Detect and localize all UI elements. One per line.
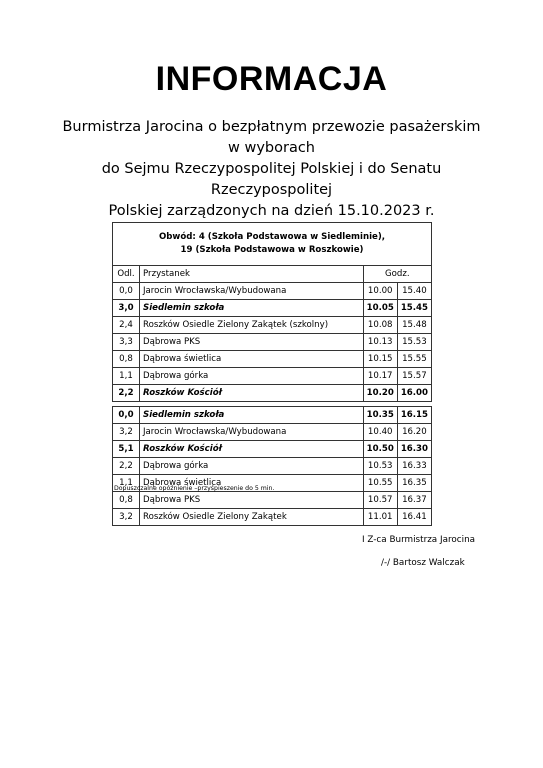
time-cell-afternoon: 16.30 <box>397 441 431 458</box>
time-cell-morning: 10.13 <box>363 334 397 351</box>
table-row <box>113 385 432 402</box>
time-cell-morning: 10.20 <box>363 385 397 402</box>
table-row <box>113 407 432 424</box>
time-cell-morning: 10.57 <box>363 492 397 509</box>
stop-name-cell: Roszków Osiedle Zielony Zakątek <box>140 509 364 526</box>
time-cell-morning: 10.08 <box>363 317 397 334</box>
table-header-row <box>113 223 432 266</box>
distance-cell: 0,0 <box>113 407 140 424</box>
time-cell-morning: 10.17 <box>363 368 397 385</box>
stop-name-cell: Roszków Osiedle Zielony Zakątek (szkolny) <box>140 317 364 334</box>
intro-line-2: do Sejmu Rzeczypospolitej Polskiej i do Senatu Rzeczypospolitej <box>101 161 442 198</box>
stop-name-cell: Dąbrowa górka <box>140 368 364 385</box>
time-cell-afternoon: 15.48 <box>397 317 431 334</box>
document-title: INFORMACJA <box>155 60 388 98</box>
time-cell-afternoon: 16.15 <box>397 407 431 424</box>
distance-cell: 1,1 <box>113 475 140 492</box>
intro-paragraph <box>55 117 488 222</box>
time-cell-morning: 10.55 <box>363 475 397 492</box>
stop-name-cell: Siedlemin szkoła <box>140 300 364 317</box>
column-header-stop: Przystanek <box>140 266 364 283</box>
time-cell-afternoon: 16.20 <box>397 424 431 441</box>
stop-name-cell: Dąbrowa świetlica <box>140 351 364 368</box>
distance-cell: 2,4 <box>113 317 140 334</box>
stop-name-cell: Dąbrowa świetlica <box>140 475 364 492</box>
time-cell-afternoon: 16.37 <box>397 492 431 509</box>
table-row <box>113 283 432 300</box>
time-cell-afternoon: 15.53 <box>397 334 431 351</box>
table-row <box>113 300 432 317</box>
stop-name-cell: Roszków Kościół <box>140 385 364 402</box>
distance-cell: 5,1 <box>113 441 140 458</box>
intro-line-1: Burmistrza Jarocina o bezpłatnym przewozie pasażerskim w wyborach <box>62 119 481 156</box>
time-cell-afternoon: 16.35 <box>397 475 431 492</box>
time-cell-morning: 11.01 <box>363 509 397 526</box>
time-cell-morning: 10.05 <box>363 300 397 317</box>
intro-line-3: Polskiej zarządzonych na dzień 15.10.2023 r. <box>108 203 435 219</box>
time-cell-morning: 10.15 <box>363 351 397 368</box>
table-row <box>113 441 432 458</box>
stop-name-cell: Roszków Kościół <box>140 441 364 458</box>
table-row <box>113 368 432 385</box>
distance-cell: 0,8 <box>113 351 140 368</box>
table-row <box>113 492 432 509</box>
distance-cell: 1,1 <box>113 368 140 385</box>
table-row <box>113 509 432 526</box>
stop-name-cell: Siedlemin szkoła <box>140 407 364 424</box>
distance-cell: 2,2 <box>113 458 140 475</box>
signature-title: I Z-ca Burmistrza Jarocina <box>362 535 476 545</box>
time-cell-afternoon: 15.40 <box>397 283 431 300</box>
table-row <box>113 458 432 475</box>
table-row <box>113 317 432 334</box>
stop-name-cell: Jarocin Wrocławska/Wybudowana <box>140 283 364 300</box>
schedule-table <box>112 222 432 526</box>
time-cell-afternoon: 15.55 <box>397 351 431 368</box>
column-header-time: Godz. <box>363 266 431 283</box>
table-row <box>113 351 432 368</box>
time-cell-afternoon: 16.33 <box>397 458 431 475</box>
time-cell-afternoon: 16.00 <box>397 385 431 402</box>
stop-name-cell: Jarocin Wrocławska/Wybudowana <box>140 424 364 441</box>
distance-cell: 0,8 <box>113 492 140 509</box>
signature-name: /-/ Bartosz Walczak <box>381 558 465 568</box>
stop-name-cell: Dąbrowa PKS <box>140 492 364 509</box>
delay-note: Dopuszczalne opóźnienie –przyśpieszenie do 5 min. <box>114 485 275 492</box>
distance-cell: 3,2 <box>113 424 140 441</box>
time-cell-morning: 10.35 <box>363 407 397 424</box>
district-header-line-2: 19 (Szkoła Podstawowa w Roszkowie) <box>180 245 364 255</box>
district-header-line-1: Obwód: 4 (Szkoła Podstawowa w Siedleminie), <box>158 232 386 242</box>
time-cell-afternoon: 15.45 <box>397 300 431 317</box>
column-header-distance: Odl. <box>113 266 140 283</box>
time-cell-afternoon: 16.41 <box>397 509 431 526</box>
distance-cell: 2,2 <box>113 385 140 402</box>
time-cell-morning: 10.40 <box>363 424 397 441</box>
time-cell-afternoon: 15.57 <box>397 368 431 385</box>
distance-cell: 3,0 <box>113 300 140 317</box>
stop-name-cell: Dąbrowa górka <box>140 458 364 475</box>
time-cell-morning: 10.00 <box>363 283 397 300</box>
column-header-row <box>113 266 432 283</box>
table-row <box>113 424 432 441</box>
distance-cell: 3,2 <box>113 509 140 526</box>
distance-cell: 3,3 <box>113 334 140 351</box>
district-header <box>113 223 432 266</box>
time-cell-morning: 10.50 <box>363 441 397 458</box>
time-cell-morning: 10.53 <box>363 458 397 475</box>
distance-cell: 0,0 <box>113 283 140 300</box>
table-row <box>113 334 432 351</box>
stop-name-cell: Dąbrowa PKS <box>140 334 364 351</box>
